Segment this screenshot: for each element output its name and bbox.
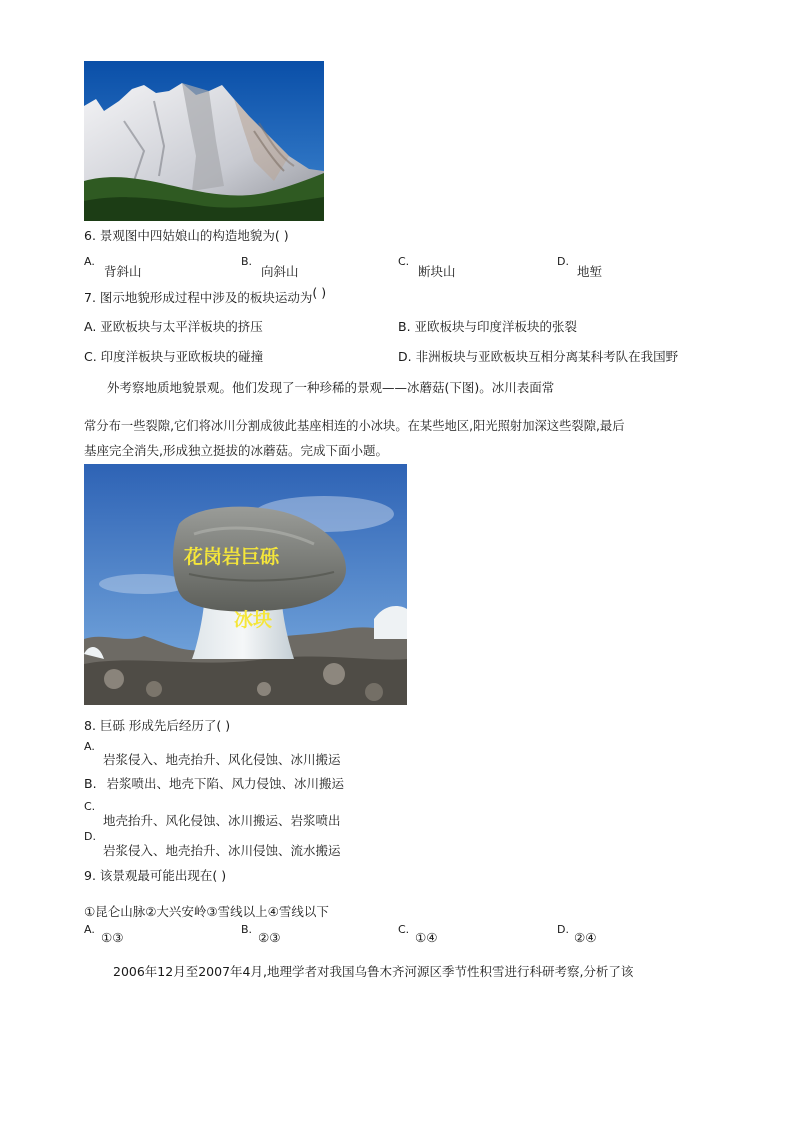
q7-option-c[interactable]: C. 印度洋板块与亚欧板块的碰撞: [84, 349, 264, 364]
q6-option-b-text: 向斜山: [261, 264, 299, 279]
q6-stem: 6. 景观图中四姑娘山的构造地貌为( ): [84, 228, 289, 243]
q8-option-a-text: 岩浆侵入、地壳抬升、风化侵蚀、冰川搬运: [103, 752, 341, 767]
q8-option-b-text: 岩浆喷出、地壳下陷、风力侵蚀、冰川搬运: [106, 776, 345, 791]
q6-option-d-letter: D.: [557, 255, 569, 268]
q8-option-d-text: 岩浆侵入、地壳抬升、冰川侵蚀、流水搬运: [103, 843, 341, 858]
ice-mushroom-photo: [84, 464, 407, 705]
passage-line-2: 常分布一些裂隙,它们将冰川分割成彼此基座相连的小冰块。在某些地区,阳光照射加深这些裂隙,最后: [84, 419, 625, 433]
q9-option-c-letter: C.: [398, 923, 410, 936]
q7-option-d[interactable]: D. 非洲板块与亚欧板块互相分离某科考队在我国野: [398, 349, 679, 364]
q7-option-a[interactable]: A. 亚欧板块与太平洋板块的挤压: [84, 319, 263, 334]
rock-label: 花岗岩巨砾: [184, 546, 280, 568]
next-passage-line: 2006年12月至2007年4月,地理学者对我国乌鲁木齐河源区季节性积雪进行科研考察,分析了该: [113, 964, 634, 979]
q8-option-b-letter: B.: [84, 776, 97, 791]
q8-option-b[interactable]: [84, 774, 344, 792]
q6-option-a-letter: A.: [84, 255, 95, 268]
q9-option-a-text: ①③: [101, 930, 124, 945]
q6-option-c-letter: C.: [398, 255, 410, 268]
q9-option-b-text: ②③: [258, 930, 281, 945]
q6-option-d-text: 地堑: [577, 264, 603, 279]
q8-option-c-text: 地壳抬升、风化侵蚀、冰川搬运、岩浆喷出: [103, 813, 341, 828]
q8-option-a-letter: A.: [84, 740, 95, 753]
q6-option-a-text: 背斜山: [104, 264, 142, 279]
q7-stem-text: 7. 图示地貌形成过程中涉及的板块运动为: [84, 290, 313, 305]
siguniang-mountain-photo: [84, 61, 324, 221]
q7-stem: [84, 285, 327, 306]
q9-option-b-letter: B.: [241, 923, 253, 936]
q9-choices: ①昆仑山脉②大兴安岭③雪线以上④雪线以下: [84, 904, 329, 919]
q9-option-d-text: ②④: [574, 930, 597, 945]
ice-label: 冰块: [234, 609, 273, 631]
q8-option-c-letter: C.: [84, 800, 96, 813]
q6-option-c-text: 断块山: [418, 264, 456, 279]
q6-option-b-letter: B.: [241, 255, 253, 268]
q9-option-d-letter: D.: [557, 923, 569, 936]
q8-stem: 8. 巨砾 形成先后经历了( ): [84, 718, 231, 733]
q7-paren: ( ): [312, 285, 327, 300]
q8-option-d-letter: D.: [84, 830, 96, 843]
passage-line-1: 外考察地质地貌景观。他们发现了一种珍稀的景观——冰蘑菇(下图)。冰川表面常: [107, 380, 555, 395]
q9-option-c-text: ①④: [415, 930, 438, 945]
q9-option-a-letter: A.: [84, 923, 95, 936]
passage-line-3: 基座完全消失,形成独立挺拔的冰蘑菇。完成下面小题。: [84, 443, 388, 458]
q7-option-b[interactable]: B. 亚欧板块与印度洋板块的张裂: [398, 319, 578, 334]
q9-stem: 9. 该景观最可能出现在( ): [84, 868, 227, 883]
